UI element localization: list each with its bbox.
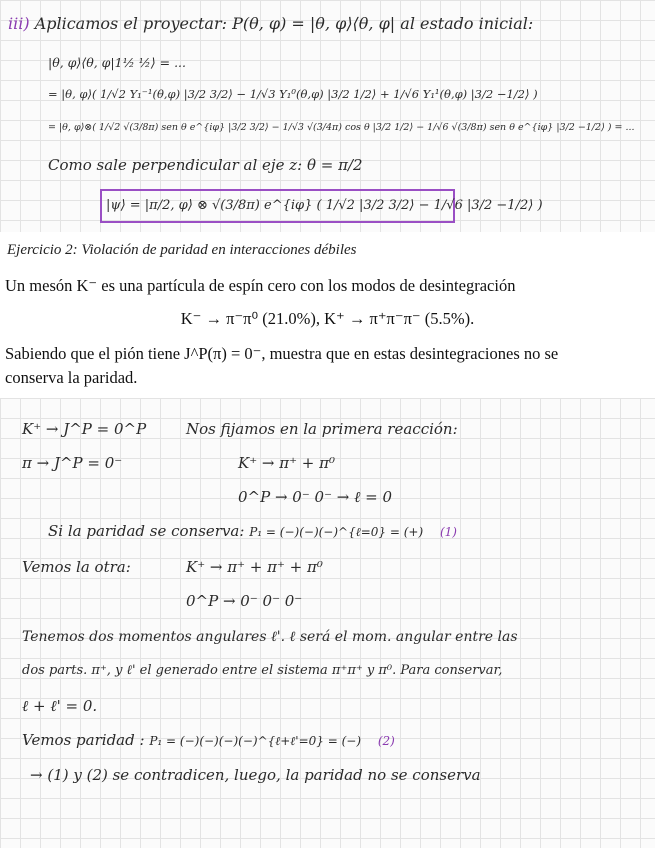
exercise-question-line2: conserva la paridad. bbox=[5, 368, 138, 387]
projection-start: |θ, φ⟩⟨θ, φ|1½ ½⟩ = ... bbox=[48, 55, 187, 70]
boxed-result: |ψ⟩ = |π/2, φ⟩ ⊗ √(3/8π) e^{iφ} ( 1/√2 |3/2 3/2⟩ − 1/√6 |3/2 −1/2⟩ ) bbox=[106, 198, 543, 213]
equation-tag-1: (1) bbox=[439, 525, 457, 539]
kaon-jp: K⁺ → J^P = 0^P bbox=[22, 420, 147, 438]
perpendicular-condition: Como sale perpendicular al eje z: θ = π/2 bbox=[48, 156, 363, 174]
parity-1-formula: P₁ = (−)(−)(−)^{ℓ=0} = (+) bbox=[249, 525, 424, 539]
other-reaction-label: Vemos la otra: bbox=[22, 558, 131, 576]
exercise-statement: Un mesón K⁻ es una partícula de espín cero con los modos de desintegración bbox=[5, 276, 516, 295]
exercise-title: Ejercicio 2: Violación de paridad en interacciones débiles bbox=[7, 242, 357, 258]
item-number: iii) bbox=[8, 14, 30, 33]
spins-reaction-1: 0^P → 0⁻ 0⁻ → ℓ = 0 bbox=[238, 488, 392, 506]
reaction-2: K⁺ → π⁺ + π⁺ + π⁰ bbox=[186, 558, 323, 576]
pion-jp: π → J^P = 0⁻ bbox=[22, 454, 123, 472]
parity-1-line bbox=[48, 524, 457, 539]
parity-2-formula: P₁ = (−)(−)(−)(−)^{ℓ+ℓ'=0} = (−) bbox=[149, 734, 362, 748]
projection-expansion: = |θ, φ⟩( 1/√2 Y₁⁻¹(θ,φ) |3/2 3/2⟩ − 1/√3 Y₁⁰(θ,φ) |3/2 1/2⟩ + 1/√6 Y₁¹(θ,φ) |3/2 −1/2⟩ ) bbox=[48, 87, 538, 101]
projector-intro: Aplicamos el proyectar: P(θ, φ) = |θ, φ⟩⟨θ, φ| al estado inicial: bbox=[34, 14, 534, 33]
angular-momenta-line3: ℓ + ℓ' = 0. bbox=[22, 697, 98, 715]
parity-1-label: Si la paridad se conserva: bbox=[48, 522, 245, 540]
projection-harmonics: = |θ, φ⟩⊗( 1/√2 √(3/8π) sen θ e^{iφ} |3/2 3/2⟩ − 1/√3 √(3/4π) cos θ |3/2 1/2⟩ − 1/√6 √(3/8π) sen θ e^{iφ} |3/2 −1/2⟩ ) = ... bbox=[48, 122, 635, 133]
first-reaction-label: Nos fijamos en la primera reacción: bbox=[186, 420, 458, 438]
reaction-1: K⁺ → π⁺ + π⁰ bbox=[238, 454, 335, 472]
spins-reaction-2: 0^P → 0⁻ 0⁻ 0⁻ bbox=[186, 592, 303, 610]
parity-2-line bbox=[22, 733, 395, 748]
decay-modes: K⁻ → π⁻π⁰ (21.0%), K⁺ → π⁺π⁻π⁻ (5.5%). bbox=[180, 309, 475, 328]
angular-momenta-line2: dos parts. π⁺, y ℓ' el generado entre el sistema π⁺π⁺ y π⁰. Para conservar, bbox=[22, 663, 503, 678]
equation-tag-2: (2) bbox=[377, 734, 395, 748]
parity-2-label: Vemos paridad : bbox=[22, 731, 145, 749]
exercise-question-line1: Sabiendo que el pión tiene J^P(π) = 0⁻, muestra que en estas desintegraciones no se bbox=[5, 344, 559, 363]
conclusion: → (1) y (2) se contradicen, luego, la paridad no se conserva bbox=[30, 766, 481, 784]
angular-momenta-line1: Tenemos dos momentos angulares ℓ'. ℓ será el mom. angular entre las bbox=[22, 629, 518, 645]
item-label-iii bbox=[8, 16, 533, 32]
